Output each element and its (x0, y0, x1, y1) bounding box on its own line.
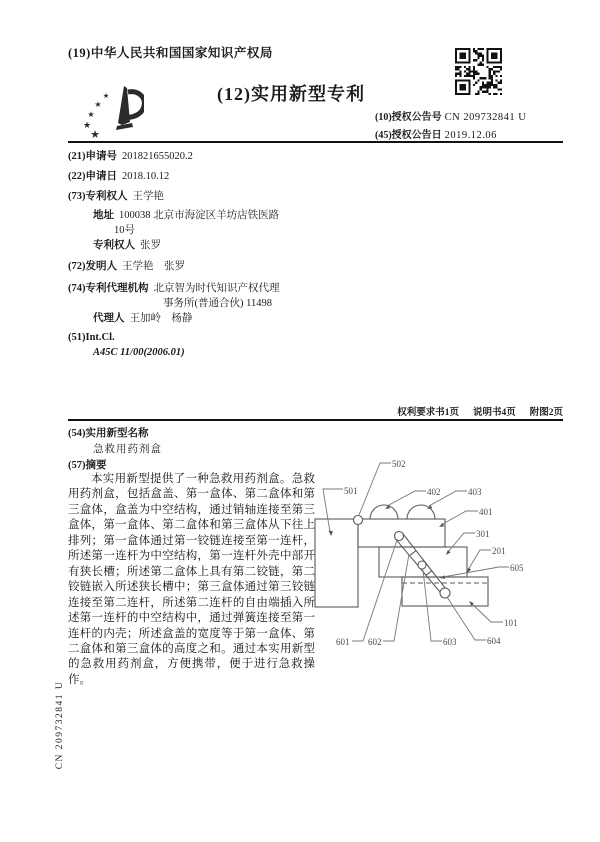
agent-label: 代理人 (93, 313, 125, 324)
leader-arrowheads (329, 505, 474, 606)
publication-date-value: 2019.12.06 (444, 130, 497, 141)
ref-501: 501 (344, 486, 358, 496)
ref-603: 603 (443, 637, 457, 647)
svg-text:★: ★ (102, 92, 110, 100)
section-divider (68, 419, 563, 421)
patentee2-value: 张罗 (140, 240, 161, 251)
intcl-value: A45C 11/00(2006.01) (93, 347, 185, 358)
agent-row (93, 310, 193, 325)
intcl-value-row (93, 347, 185, 358)
publication-date-label: (45)授权公告日 (375, 130, 442, 141)
inventors-value: 王学艳 张罗 (122, 261, 185, 272)
ref-201: 201 (492, 546, 506, 556)
address-line1: 100038 北京市海淀区羊坊店铁医路 (119, 210, 280, 221)
agency-line1: 北京智为时代知识产权代理 (153, 283, 280, 294)
claims-pages: 权利要求书1页 (397, 408, 459, 418)
application-date-label: (22)申请日 (68, 171, 117, 182)
svg-text:★: ★ (82, 120, 92, 130)
address-label: 地址 (93, 210, 114, 221)
drawing-pages: 附图2页 (529, 408, 563, 418)
application-number-value: 201821655020.2 (122, 151, 193, 162)
ref-605: 605 (510, 563, 524, 573)
hinge-601-shape (395, 532, 404, 541)
description-pages: 说明书4页 (472, 408, 516, 418)
abstract-label: (57)摘要 (68, 460, 107, 471)
address-row (93, 207, 279, 222)
address-row2 (114, 222, 135, 237)
publication-date (375, 126, 497, 141)
ref-502: 502 (392, 459, 406, 469)
svg-text:★: ★ (94, 100, 102, 109)
address-line2: 10号 (114, 225, 135, 236)
abstract-text: 本实用新型提供了一种急救用药剂盒。急救用药剂盒，包括盒盖、第一盒体、第二盒体和第三盒体，盒盖为中空结构，通过销轴连接至第三盒体，第一盒体、第二盒体和第三盒体从下往上排列；第一盒体通过第一铰链连接至第一连杆，所述第一连杆为中空结构，第一连杆外壳中部开有狭长槽；所述第二盒体上具有第二铰链，第二铰链嵌入所述狭长槽中；第三盒体通过第三铰链连接至第二连杆，所述第二连杆的自由端插入所述第一连杆的中空结构中，通过弹簧连接至第一连杆的内壳；所述盒盖的宽度等于第一盒体、第二盒体和第三盒体的高度之和。通过本实用新型的急救用药剂盒，方便携带，便于进行急救操作。 (68, 473, 315, 686)
inventors-label: (72)发明人 (68, 261, 117, 272)
ref-402: 402 (427, 487, 441, 497)
application-number-label: (21)申请号 (68, 151, 117, 162)
publication-number-label: (10)授权公告号 (375, 112, 442, 123)
patentee2-row (93, 237, 161, 252)
agency-label: (74)专利代理机构 (68, 283, 149, 294)
intcl-label: (51)Int.Cl. (68, 332, 115, 343)
pages-info (280, 404, 563, 418)
hinge-603-shape (418, 561, 426, 569)
svg-text:★: ★ (87, 110, 95, 119)
qr-code (455, 48, 502, 95)
application-date-row (68, 168, 169, 183)
svg-text:★: ★ (90, 129, 100, 141)
agency-row (68, 280, 280, 295)
box-501-shape (315, 519, 358, 607)
ref-601: 601 (336, 637, 350, 647)
ref-401: 401 (479, 507, 493, 517)
application-date-value: 2018.10.12 (122, 171, 170, 182)
invention-title: 急救用药剂盒 (93, 444, 162, 455)
agency-row2 (163, 295, 272, 310)
agency-line2: 事务所(普通合伙) 11498 (163, 298, 272, 309)
patent-drawing (305, 438, 583, 670)
sidebar-document-code: CN 209732841 U (55, 680, 65, 770)
patentee-row (68, 188, 164, 203)
patentee-value: 王学艳 (132, 191, 164, 202)
agents-value: 王加岭 杨静 (129, 313, 193, 324)
application-number-row (68, 148, 193, 163)
ref-403: 403 (468, 487, 482, 497)
ref-101: 101 (504, 618, 518, 628)
publication-number-value: CN 209732841 U (444, 112, 527, 123)
header-divider (68, 141, 563, 143)
office-name: (19)中华人民共和国国家知识产权局 (68, 46, 273, 60)
hinge-604-shape (440, 588, 450, 598)
inventors-row (68, 258, 185, 273)
document-type: (12)实用新型专利 (217, 84, 365, 104)
ref-602: 602 (368, 637, 382, 647)
patentee-label: (73)专利权人 (68, 191, 128, 202)
ref-604: 604 (487, 636, 501, 646)
ref-301: 301 (476, 529, 490, 539)
publication-number (375, 108, 526, 123)
pivot-502-shape (354, 516, 363, 525)
intcl-row (68, 332, 115, 343)
bump-402-shape (370, 505, 398, 519)
title-section-label: (54)实用新型名称 (68, 428, 149, 439)
patentee2-label: 专利权人 (93, 240, 135, 251)
